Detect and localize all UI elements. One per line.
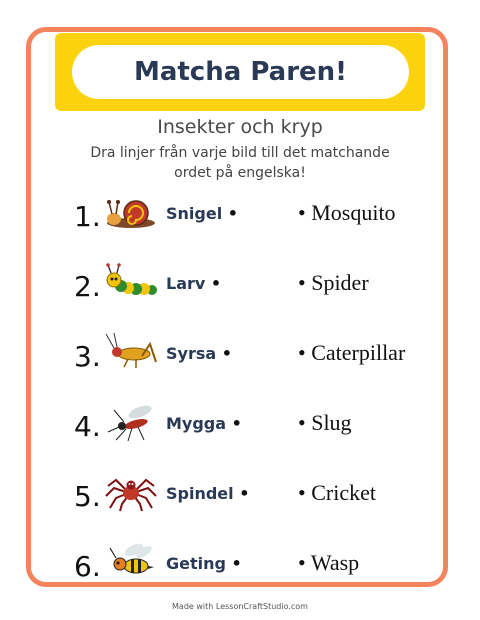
- match-row-3: [0, 330, 480, 390]
- swedish-word: Syrsa •: [166, 344, 232, 363]
- item-number: 2.: [74, 270, 101, 303]
- item-number: 3.: [74, 340, 101, 373]
- wasp-icon: [104, 542, 158, 582]
- english-word: • Wasp: [298, 550, 360, 575]
- spider-icon: [104, 472, 158, 512]
- match-row-6: [0, 540, 480, 600]
- swedish-word: Larv •: [166, 274, 222, 293]
- item-number: 5.: [74, 480, 101, 513]
- instructions: [70, 143, 410, 183]
- instructions-line-1: Dra linjer från varje bild till det matchande: [90, 145, 390, 161]
- caterpillar-icon: [104, 262, 158, 302]
- swedish-word: Snigel •: [166, 204, 238, 223]
- match-row-5: [0, 470, 480, 530]
- english-word: • Mosquito: [298, 200, 396, 225]
- english-word: • Cricket: [298, 480, 376, 505]
- english-word: • Spider: [298, 270, 369, 295]
- snail-icon: [104, 192, 158, 232]
- title-pill: [72, 45, 409, 99]
- page-title: Matcha Paren!: [133, 57, 348, 87]
- footer-credit: Made with LessonCraftStudio.com: [172, 602, 308, 611]
- mosquito-icon: [104, 402, 158, 442]
- match-row-1: [0, 190, 480, 250]
- match-row-4: [0, 400, 480, 460]
- swedish-word: Mygga •: [166, 414, 242, 433]
- swedish-word: Geting •: [166, 554, 242, 573]
- english-word: • Slug: [298, 410, 352, 435]
- item-number: 6.: [74, 550, 101, 583]
- match-row-2: [0, 260, 480, 320]
- cricket-icon: [104, 332, 158, 372]
- item-number: 1.: [74, 200, 101, 233]
- item-number: 4.: [74, 410, 101, 443]
- english-word: • Caterpillar: [298, 340, 406, 365]
- instructions-line-2: ordet på engelska!: [174, 165, 306, 181]
- subtitle: Insekter och kryp: [157, 116, 323, 138]
- swedish-word: Spindel •: [166, 484, 250, 503]
